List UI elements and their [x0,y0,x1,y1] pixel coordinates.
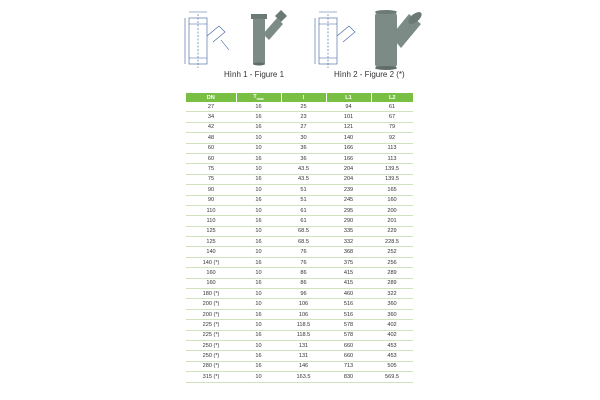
cell-dn: 280 (*) [186,361,236,371]
cell-t: 16 [236,278,281,288]
cell-l2: 139.5 [371,174,413,184]
cell-dn: 140 (*) [186,257,236,267]
cell-dn: 200 (*) [186,299,236,309]
cell-l1: 295 [326,205,371,215]
table-header-row [186,93,413,102]
table-row [186,320,413,330]
cell-dn: 200 (*) [186,309,236,319]
table-row [186,351,413,361]
cell-l1: 204 [326,164,371,174]
table-row [186,226,413,236]
cell-l2: 402 [371,330,413,340]
cell-t: 16 [236,112,281,122]
cell-l: 23 [281,112,326,122]
cell-l: 51 [281,195,326,205]
cell-dn: 60 [186,153,236,163]
cell-t: 16 [236,361,281,371]
cell-l2: 79 [371,122,413,132]
cell-l: 131 [281,351,326,361]
cell-l: 61 [281,216,326,226]
cell-l: 68.5 [281,237,326,247]
cell-l1: 94 [326,102,371,112]
cell-l2: 322 [371,289,413,299]
cell-dn: 315 (*) [186,372,236,382]
figure-1-drawing [175,6,325,76]
cell-l2: 289 [371,268,413,278]
cell-l2: 360 [371,309,413,319]
cell-l1: 830 [326,372,371,382]
cell-l1: 516 [326,299,371,309]
cell-l: 36 [281,143,326,153]
cell-l1: 516 [326,309,371,319]
cell-l1: 368 [326,247,371,257]
table-row [186,289,413,299]
cell-dn: 27 [186,102,236,112]
cell-l2: 228.5 [371,237,413,247]
cell-t: 10 [236,289,281,299]
cell-dn: 90 [186,185,236,195]
table-row [186,372,413,382]
cell-l1: 660 [326,351,371,361]
cell-l2: 92 [371,133,413,143]
cell-l1: 578 [326,330,371,340]
cell-l1: 166 [326,153,371,163]
header-t-label: T [253,93,257,100]
cell-t: 16 [236,122,281,132]
cell-t: 10 [236,205,281,215]
cell-t: 16 [236,153,281,163]
cell-l1: 415 [326,268,371,278]
table-row [186,143,413,153]
cell-l1: 335 [326,226,371,236]
cell-dn: 42 [186,122,236,132]
figure-2-drawing [305,6,455,76]
cell-l: 68.5 [281,226,326,236]
cell-l1: 239 [326,185,371,195]
cell-l1: 290 [326,216,371,226]
cell-l: 30 [281,133,326,143]
cell-l: 27 [281,122,326,132]
table-row [186,174,413,184]
cell-dn: 160 [186,268,236,278]
cell-l: 106 [281,299,326,309]
cell-l2: 61 [371,102,413,112]
cell-l: 61 [281,205,326,215]
cell-t: 16 [236,102,281,112]
table-row [186,205,413,215]
cell-l2: 160 [371,195,413,205]
cell-t: 10 [236,133,281,143]
cell-t: 16 [236,216,281,226]
cell-l1: 332 [326,237,371,247]
cell-t: 10 [236,340,281,350]
cell-t: 16 [236,351,281,361]
cell-l2: 453 [371,340,413,350]
cell-l2: 165 [371,185,413,195]
header-l2: L2 [371,93,413,102]
cell-l2: 201 [371,216,413,226]
cell-dn: 250 (*) [186,351,236,361]
table-row [186,102,413,112]
cell-l: 86 [281,278,326,288]
cell-l: 25 [281,102,326,112]
cell-t: 10 [236,299,281,309]
cell-dn: 250 (*) [186,340,236,350]
cell-dn: 180 (*) [186,289,236,299]
cell-l: 76 [281,257,326,267]
table-row [186,268,413,278]
cell-t: 10 [236,247,281,257]
cell-t: 10 [236,320,281,330]
table-row [186,237,413,247]
cell-l1: 245 [326,195,371,205]
cell-t: 10 [236,268,281,278]
cell-t: 10 [236,143,281,153]
table-row [186,340,413,350]
cell-l2: 360 [371,299,413,309]
table-row [186,122,413,132]
cell-l2: 289 [371,278,413,288]
header-t-subscript: max [256,97,264,102]
cell-dn: 90 [186,195,236,205]
table-body [186,102,413,382]
table-row [186,257,413,267]
table-row [186,112,413,122]
cell-dn: 160 [186,278,236,288]
cell-l1: 140 [326,133,371,143]
cell-l2: 256 [371,257,413,267]
cell-l1: 660 [326,340,371,350]
table-row [186,216,413,226]
dimensions-table [186,93,413,383]
cell-dn: 60 [186,143,236,153]
table-row [186,309,413,319]
cell-t: 16 [236,195,281,205]
cell-l2: 139.5 [371,164,413,174]
cell-l2: 67 [371,112,413,122]
figure-2-fitting [375,10,424,70]
table-row [186,278,413,288]
cell-l1: 713 [326,361,371,371]
header-l1: L1 [326,93,371,102]
cell-l: 146 [281,361,326,371]
figure-1-fitting [251,10,287,66]
cell-l1: 460 [326,289,371,299]
cell-dn: 110 [186,205,236,215]
cell-dn: 225 (*) [186,320,236,330]
cell-l: 43.5 [281,164,326,174]
table-row [186,164,413,174]
cell-l2: 402 [371,320,413,330]
cell-t: 10 [236,164,281,174]
cell-l: 86 [281,268,326,278]
cell-l: 118.5 [281,320,326,330]
cell-l2: 200 [371,205,413,215]
cell-t: 16 [236,237,281,247]
cell-dn: 48 [186,133,236,143]
cell-l: 51 [281,185,326,195]
cell-l: 163.5 [281,372,326,382]
cell-l: 96 [281,289,326,299]
cell-t: 16 [236,257,281,267]
table-row [186,361,413,371]
cell-l2: 453 [371,351,413,361]
table-row [186,185,413,195]
figure-2-caption: Hình 2 - Figure 2 (*) [334,70,405,79]
cell-t: 16 [236,330,281,340]
cell-dn: 34 [186,112,236,122]
cell-l: 36 [281,153,326,163]
cell-l: 43.5 [281,174,326,184]
table-row [186,247,413,257]
cell-dn: 140 [186,247,236,257]
cell-l2: 229 [371,226,413,236]
cell-dn: 125 [186,226,236,236]
table-row [186,330,413,340]
cell-t: 10 [236,185,281,195]
cell-l: 118.5 [281,330,326,340]
cell-t: 10 [236,372,281,382]
cell-dn: 75 [186,174,236,184]
cell-l: 131 [281,340,326,350]
cell-l2: 113 [371,153,413,163]
table-row [186,153,413,163]
cell-dn: 225 (*) [186,330,236,340]
cell-l: 76 [281,247,326,257]
cell-l1: 415 [326,278,371,288]
header-t [236,93,281,102]
cell-l2: 505 [371,361,413,371]
cell-l1: 101 [326,112,371,122]
figure-1-caption: Hình 1 - Figure 1 [224,70,285,79]
header-l: l [281,93,326,102]
table-row [186,195,413,205]
cell-l: 106 [281,309,326,319]
header-dn: DN [186,93,236,102]
cell-l2: 113 [371,143,413,153]
cell-l2: 569.5 [371,372,413,382]
cell-dn: 125 [186,237,236,247]
cell-t: 16 [236,174,281,184]
cell-t: 16 [236,309,281,319]
cell-t: 10 [236,226,281,236]
cell-l1: 121 [326,122,371,132]
cell-dn: 110 [186,216,236,226]
table-row [186,133,413,143]
cell-dn: 75 [186,164,236,174]
cell-l1: 578 [326,320,371,330]
cell-l1: 375 [326,257,371,267]
cell-l2: 252 [371,247,413,257]
cell-l1: 166 [326,143,371,153]
table-row [186,299,413,309]
cell-l1: 204 [326,174,371,184]
